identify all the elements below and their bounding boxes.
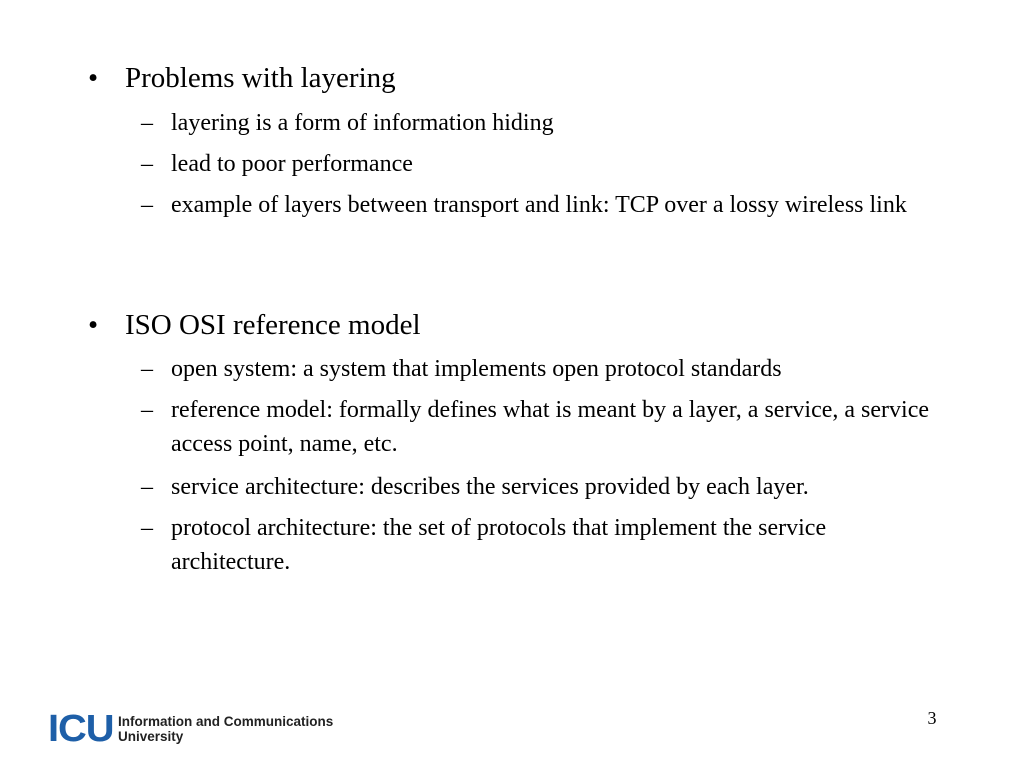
- sub-bullet-text: lead to poor performance: [171, 151, 413, 177]
- university-logo: [48, 710, 333, 748]
- sub-bullet: [141, 511, 941, 579]
- sub-bullet: [141, 352, 941, 386]
- sub-bullet-marker: –: [141, 151, 153, 177]
- icu-logo-mark: ICU: [48, 708, 114, 750]
- sub-bullet: [141, 470, 941, 504]
- logo-wordmark: [118, 714, 333, 744]
- section-heading-iso-osi-reference-model: [88, 308, 421, 342]
- sub-bullet-text: service architecture: describes the services provided by each layer.: [171, 474, 809, 500]
- sub-bullet-text: layering is a form of information hiding: [171, 110, 554, 136]
- sub-bullet-marker: –: [141, 474, 153, 500]
- page-number: 3: [927, 708, 937, 728]
- sub-bullet: [141, 188, 941, 222]
- sub-bullet-marker: –: [141, 397, 153, 423]
- sub-bullet: [141, 147, 941, 181]
- section-heading-text: ISO OSI reference model: [125, 309, 421, 341]
- sub-bullet: [141, 393, 941, 461]
- sub-bullet-marker: –: [141, 110, 153, 136]
- sub-bullet-text: reference model: formally defines what is meant by a layer, a service, a service access point, name, etc.: [171, 397, 930, 457]
- sub-bullet-text: protocol architecture: the set of protocols that implement the service architecture.: [171, 515, 827, 575]
- section-heading-problems-with-layering: [88, 61, 396, 95]
- logo-line-1: Information and Communications: [118, 714, 334, 729]
- sub-bullet: [141, 106, 941, 140]
- sub-bullet-marker: –: [141, 356, 153, 382]
- sub-bullet-marker: –: [141, 192, 153, 218]
- bullet-marker: •: [88, 309, 99, 341]
- logo-line-2: University: [118, 729, 184, 744]
- bullet-marker: •: [88, 62, 99, 94]
- sub-bullet-text: example of layers between transport and link: TCP over a lossy wireless link: [171, 192, 907, 218]
- section-heading-text: Problems with layering: [125, 62, 396, 94]
- sub-bullet-marker: –: [141, 515, 153, 541]
- sub-bullet-text: open system: a system that implements open protocol standards: [171, 356, 782, 382]
